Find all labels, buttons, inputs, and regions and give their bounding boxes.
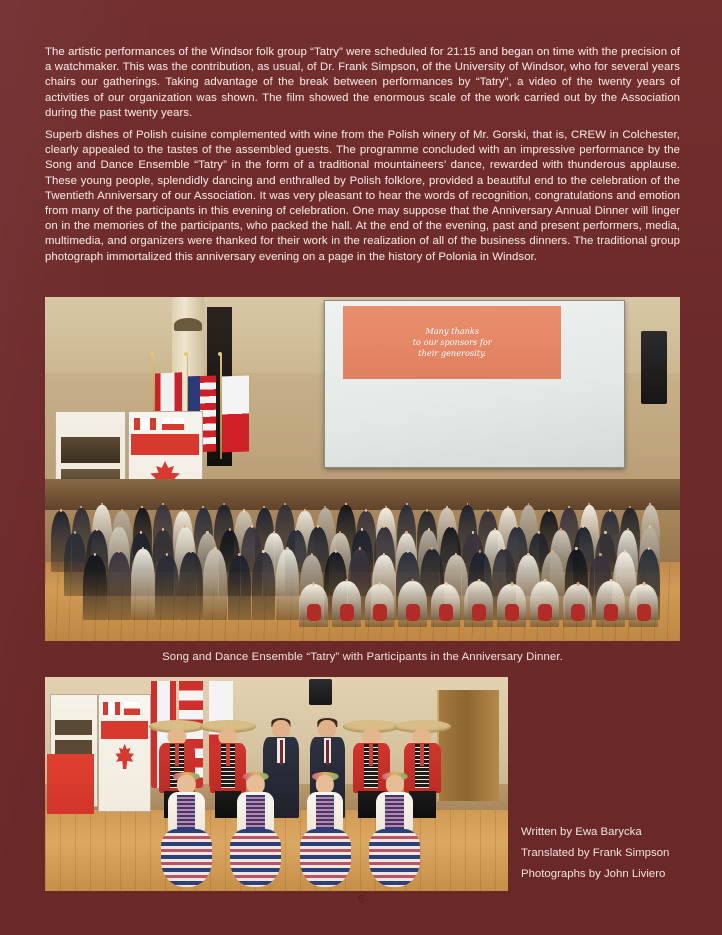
folk-costume-accent xyxy=(472,604,486,621)
projection-screen xyxy=(324,300,624,467)
striped-skirt xyxy=(230,829,281,887)
crowd-person-head xyxy=(312,582,315,585)
folk-costume-accent xyxy=(340,604,354,621)
folk-costume-accent xyxy=(406,604,420,621)
folk-costume-accent xyxy=(307,604,321,621)
crowd-person-head xyxy=(609,579,612,582)
crowd-person-head xyxy=(411,579,414,582)
sponsor-thanks-slide xyxy=(343,306,561,379)
folk-costume-accent xyxy=(538,604,552,621)
crowd-person-head xyxy=(444,582,447,585)
crowd-row-seated-dancers xyxy=(45,545,680,628)
loudspeaker-icon xyxy=(309,679,332,705)
slide-text-block xyxy=(343,306,561,379)
folk-costume-accent xyxy=(373,604,387,621)
female-dancer xyxy=(230,775,281,886)
flagpole-finial xyxy=(218,352,222,356)
folk-ribbon xyxy=(175,744,179,766)
necktie xyxy=(326,740,329,766)
crowd-person-head xyxy=(510,582,513,585)
banner-canadian-flag xyxy=(134,418,156,430)
folk-costume-accent xyxy=(439,604,453,621)
female-dancer xyxy=(369,775,420,886)
photo-2-scene xyxy=(45,677,508,891)
folk-ribbon xyxy=(420,744,424,766)
folk-costume-accent xyxy=(571,604,585,621)
banner-photo xyxy=(55,740,92,756)
face xyxy=(272,720,290,738)
loudspeaker-icon xyxy=(641,331,668,403)
folk-costume-accent xyxy=(637,604,651,621)
folk-ribbon xyxy=(369,744,373,766)
polish-flag xyxy=(220,376,249,453)
credit-written-by: Written by Ewa Barycka xyxy=(521,826,642,838)
banner-red-band xyxy=(101,721,148,739)
slide-line-3: their generosity. xyxy=(418,348,487,359)
display-banner-red xyxy=(47,754,93,814)
banner-polish-flag xyxy=(162,418,184,430)
striped-skirt xyxy=(161,829,212,887)
flagpole xyxy=(220,355,222,458)
folk-costume-accent xyxy=(604,604,618,621)
photo-1-caption: Song and Dance Ensemble “Tatry” with Participants in the Anniversary Dinner. xyxy=(162,651,563,663)
slide-line-2: to our sponsors for xyxy=(412,337,492,348)
crowd-person-head xyxy=(477,579,480,582)
credit-translated-by: Translated by Frank Simpson xyxy=(521,847,670,859)
striped-skirt xyxy=(369,829,420,887)
striped-skirt xyxy=(300,829,351,887)
banner-red-band xyxy=(131,434,198,455)
crowd-person-head xyxy=(345,579,348,582)
banner-photo xyxy=(55,720,92,736)
display-banner-pcbpa xyxy=(98,694,151,812)
female-dancer xyxy=(161,775,212,886)
maple-leaf-icon xyxy=(115,744,135,769)
folk-ribbon xyxy=(226,744,230,766)
striped-bodice xyxy=(385,795,403,828)
female-dancer xyxy=(300,775,351,886)
banner-canadian-flag xyxy=(103,702,119,715)
striped-bodice xyxy=(316,795,334,828)
striped-bodice xyxy=(246,795,264,828)
face xyxy=(319,720,337,738)
page-number: 6 xyxy=(358,893,364,905)
photo-1-scene xyxy=(45,297,680,641)
wall-sconce-icon xyxy=(174,318,202,332)
article-credits xyxy=(521,822,669,885)
crowd-person-head xyxy=(642,582,645,585)
necktie xyxy=(280,740,283,766)
folk-costume-accent xyxy=(505,604,519,621)
crowd-person-head xyxy=(576,582,579,585)
credit-photographs-by: Photographs by John Liviero xyxy=(521,868,666,880)
group-photo-anniversary-dinner xyxy=(45,297,680,641)
slide-line-1: Many thanks xyxy=(425,326,480,337)
body-paragraph-1: The artistic performances of the Windsor folk group “Tatry” were scheduled for 21:15 and began on time with the precision of a watchmaker. This was the contribution, as usual, of Dr. Frank Simpson, of the University of Windsor, who for several years chairs our gatherings. Taking advantage of the break between performances by “Tatry”, a video of the twenty years of activities of our organization was shown. The film showed the enormous scale of the work carried out by the Association during the past twenty years. xyxy=(45,46,680,119)
banner-polish-flag xyxy=(124,702,140,715)
tatry-ensemble-photo xyxy=(45,677,508,891)
striped-bodice xyxy=(177,795,195,828)
crowd-person-head xyxy=(378,582,381,585)
body-paragraph-2: Superb dishes of Polish cuisine complemented with wine from the Polish winery of Mr. Gorski, that is, CREW in Colchester, clearly appealed to the tastes of the assembled guests. The programme concluded with an impressive performance by the Song and Dance Ensemble “Tatry” in the form of a traditional mountaineers’ dance, rewarded with thunderous applause. These young people, splendidly dancing and enthralled by Polish folklore, provided a beautiful end to the celebration of the Twentieth Anniversary of our Association. It was very pleasant to hear the words of recognition, congratulations and emotion from many of the participants in this evening of celebration. One may suppose that the Anniversary Annual Dinner will linger on in the memories of the participants, who packed the hall. At the end of the evening, past and present performers, media, multimedia, and organizers were thanked for their work in the realization of all of the business dinners. The traditional group photograph immortalized this anniversary evening on a page in the history of Polonia in Windsor. xyxy=(45,129,680,263)
crowd-person-head xyxy=(543,579,546,582)
hall-doorway xyxy=(437,690,499,801)
